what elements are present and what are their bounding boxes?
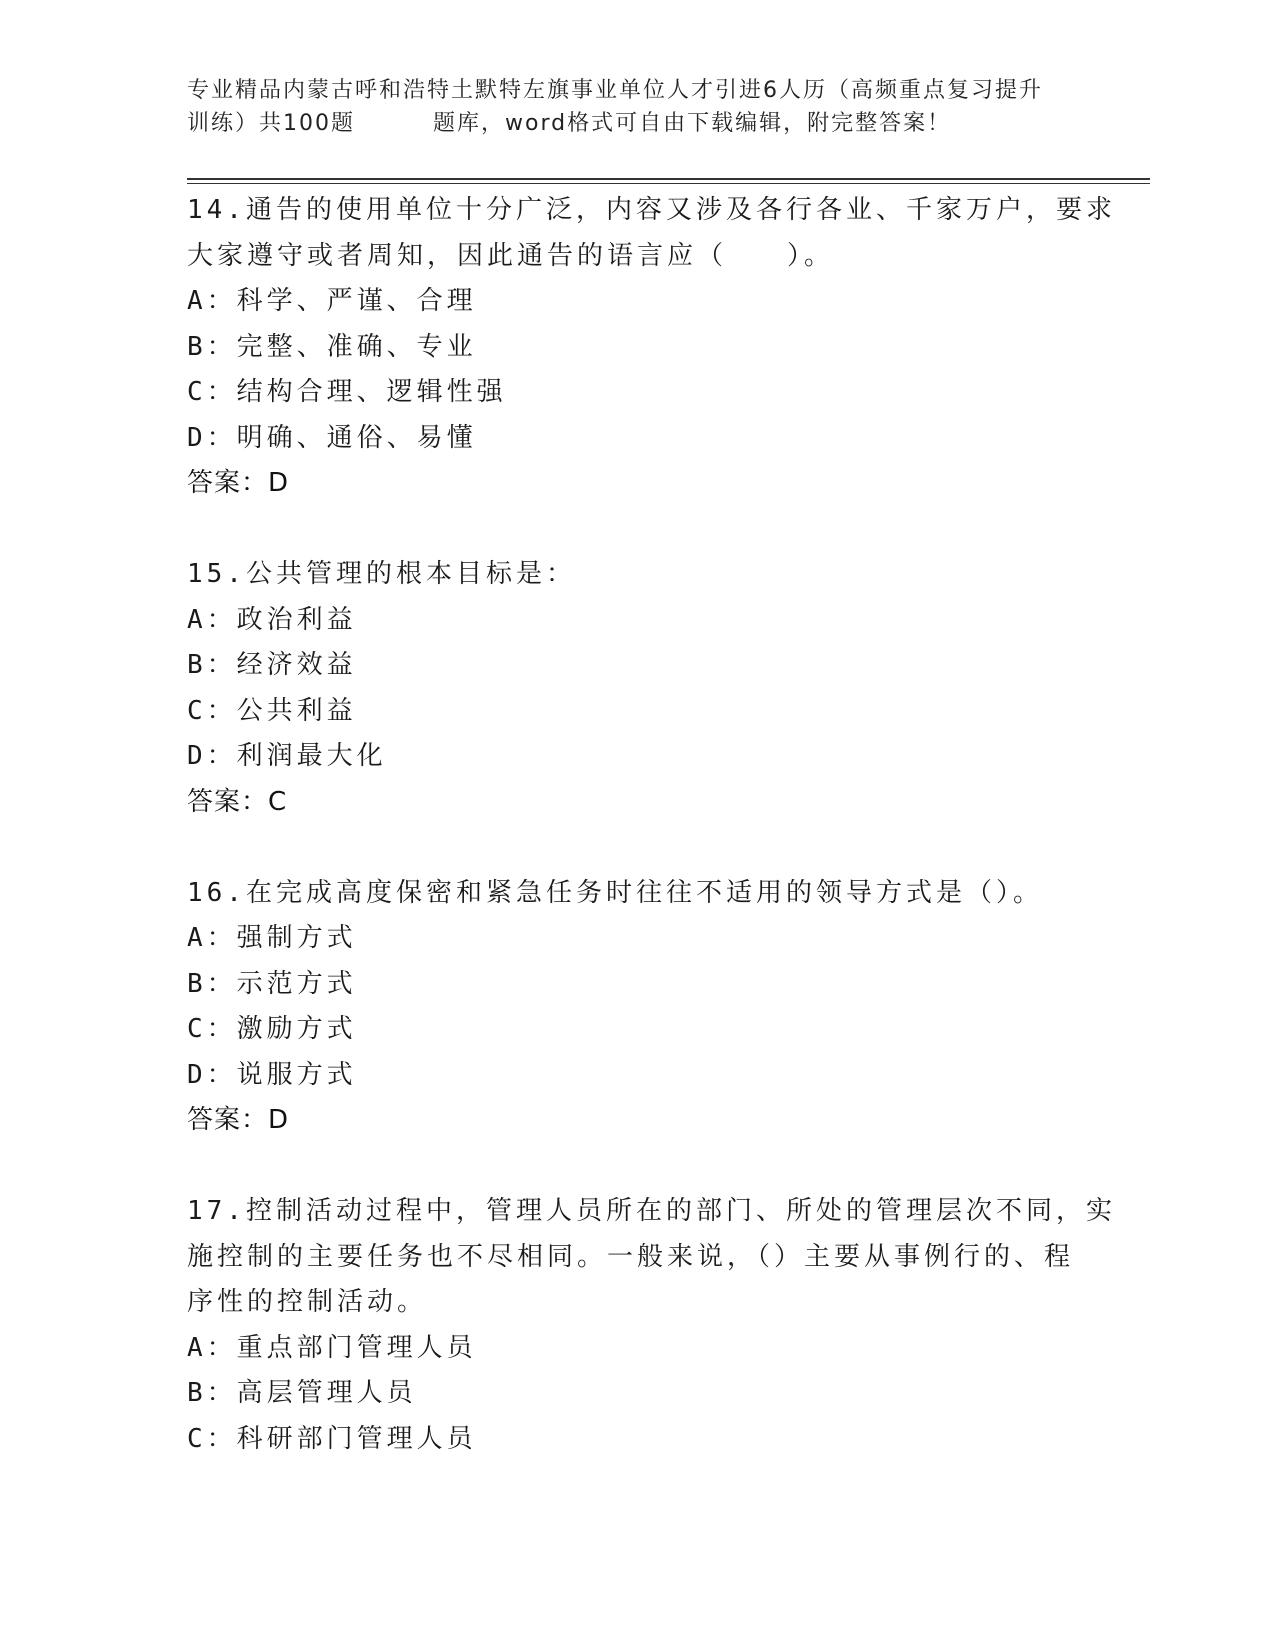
header-line-2-part-1: 训练）共100题 bbox=[187, 111, 355, 136]
header-line-2-part-2: 题库，word格式可自由下载编辑，附完整答案！ bbox=[433, 111, 952, 136]
option-d: D：说服方式 bbox=[187, 1059, 357, 1090]
option-b: B：高层管理人员 bbox=[187, 1378, 417, 1408]
document-header bbox=[187, 74, 1087, 140]
option-b: B：经济效益 bbox=[187, 650, 357, 680]
option-a: A：强制方式 bbox=[187, 923, 357, 953]
header-line-1: 专业精品内蒙古呼和浩特土默特左旗事业单位人才引进6人历（高频重点复习提升 bbox=[187, 78, 1043, 103]
answer: 答案：D bbox=[187, 1105, 290, 1135]
question-text: 14.通告的使用单位十分广泛，内容又涉及各行各业、千家万户，要求 bbox=[187, 195, 1116, 225]
header-divider-thin bbox=[187, 183, 1150, 184]
question-17 bbox=[187, 1189, 1116, 1462]
header-divider-thick bbox=[187, 178, 1150, 180]
option-b: B：完整、准确、专业 bbox=[187, 331, 477, 362]
option-b: B：示范方式 bbox=[187, 968, 357, 999]
option-c: C：结构合理、逻辑性强 bbox=[187, 377, 507, 407]
question-text: 17.控制活动过程中，管理人员所在的部门、所处的管理层次不同，实 bbox=[187, 1196, 1116, 1226]
question-16 bbox=[187, 871, 1087, 1144]
option-c: C：公共利益 bbox=[187, 695, 357, 726]
option-d: D：利润最大化 bbox=[187, 741, 387, 771]
question-text: 施控制的主要任务也不尽相同。一般来说，（）主要从事例行的、程 bbox=[187, 1241, 1075, 1272]
question-text: 序性的控制活动。 bbox=[187, 1287, 428, 1317]
question-text: 大家遵守或者周知，因此通告的语言应（ ）。 bbox=[187, 240, 835, 271]
question-text: 16.在完成高度保密和紧急任务时往往不适用的领导方式是（）。 bbox=[187, 877, 1043, 908]
option-a: A：政治利益 bbox=[187, 604, 357, 635]
question-14 bbox=[187, 188, 1116, 507]
question-15 bbox=[187, 552, 1087, 825]
option-a: A：重点部门管理人员 bbox=[187, 1332, 477, 1363]
answer: 答案：D bbox=[187, 468, 290, 498]
option-c: C：科研部门管理人员 bbox=[187, 1423, 477, 1454]
option-a: A：科学、严谨、合理 bbox=[187, 286, 477, 316]
question-text: 15.公共管理的根本目标是： bbox=[187, 559, 576, 589]
answer: 答案：C bbox=[187, 786, 288, 817]
option-c: C：激励方式 bbox=[187, 1014, 357, 1044]
option-d: D：明确、通俗、易懂 bbox=[187, 422, 477, 453]
header-line-2 bbox=[187, 107, 1087, 140]
question-list bbox=[187, 188, 1116, 1462]
